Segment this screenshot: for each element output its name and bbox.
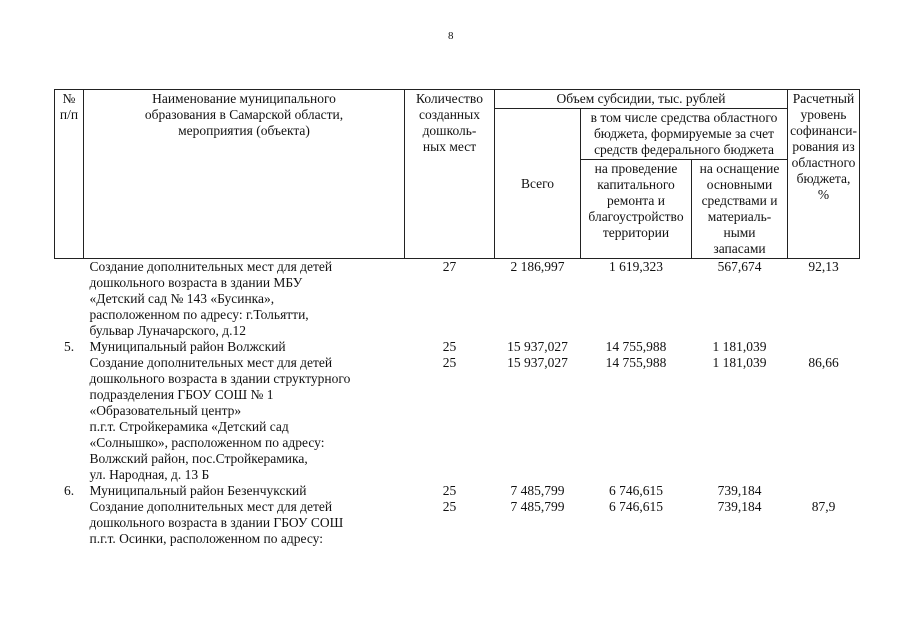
row-qty: 25 bbox=[442, 355, 457, 370]
row-repair: 6 746,615 bbox=[609, 483, 663, 498]
row-total: 15 937,027 bbox=[507, 355, 568, 370]
header-total: Всего bbox=[495, 109, 581, 259]
header-including: в том числе средства областного бюджета, формируемые за счет средств федерального бюджета bbox=[581, 109, 788, 160]
table-row bbox=[55, 499, 860, 547]
header-num: № п/п bbox=[55, 90, 84, 259]
table-row bbox=[55, 339, 860, 355]
row-qty: 25 bbox=[442, 339, 457, 354]
page-number: 8 bbox=[448, 30, 454, 42]
table-row bbox=[55, 259, 860, 340]
row-equipment: 739,184 bbox=[717, 499, 762, 514]
row-repair: 6 746,615 bbox=[609, 499, 663, 514]
row-name: Создание дополнительных мест для детей дошкольного возраста в здании структурного подразделения ГБОУ СОШ № 1 «Образовательный центр» п.г.т. Стройкерамика «Детский сад «Солнышко», расположенном по адресу: Волжский район, пос.Стройкерамика, ул. Народная, д. 13 Б bbox=[89, 355, 351, 482]
row-num bbox=[55, 499, 84, 547]
row-num: 6. bbox=[63, 483, 75, 498]
header-qty: Количество созданных дошколь- ных мест bbox=[405, 90, 495, 259]
row-pct bbox=[788, 483, 860, 499]
header-repair: на проведение капитального ремонта и благоустройство территории bbox=[581, 160, 692, 259]
row-pct bbox=[788, 339, 860, 355]
header-name: Наименование муниципального образования в Самарской области, мероприятия (объекта) bbox=[84, 90, 405, 259]
row-pct: 87,9 bbox=[811, 499, 836, 514]
row-qty: 25 bbox=[442, 499, 457, 514]
row-num: 5. bbox=[63, 339, 75, 354]
row-qty: 25 bbox=[442, 483, 457, 498]
row-qty: 27 bbox=[442, 259, 457, 274]
header-cofinance: Расчетный уровень софинанси- рования из областного бюджета, % bbox=[788, 90, 860, 259]
row-equipment: 1 181,039 bbox=[712, 339, 767, 354]
row-total: 15 937,027 bbox=[507, 339, 568, 354]
row-total: 7 485,799 bbox=[510, 483, 565, 498]
row-equipment: 739,184 bbox=[717, 483, 762, 498]
row-repair: 14 755,988 bbox=[605, 355, 667, 370]
row-name: Создание дополнительных мест для детей дошкольного возраста в здании ГБОУ СОШ п.г.т. Осинки, расположенном по адресу: bbox=[89, 499, 344, 546]
row-name: Муниципальный район Безенчукский bbox=[89, 483, 307, 498]
row-name: Создание дополнительных мест для детей дошкольного возраста в здании МБУ «Детский сад № 143 «Бусинка», расположенном по адресу: г.Тольятти, бульвар Луначарского, д.12 bbox=[89, 259, 333, 338]
row-pct: 92,13 bbox=[808, 259, 839, 274]
subsidy-table bbox=[54, 89, 860, 547]
row-num bbox=[55, 355, 84, 483]
header-equipment: на оснащение основными средствами и материаль- ными запасами bbox=[692, 160, 788, 259]
row-total: 2 186,997 bbox=[510, 259, 565, 274]
row-name: Муниципальный район Волжский bbox=[89, 339, 286, 354]
table-row bbox=[55, 483, 860, 499]
header-subsidy: Объем субсидии, тыс. рублей bbox=[495, 90, 788, 109]
row-repair: 1 619,323 bbox=[609, 259, 663, 274]
row-pct: 86,66 bbox=[808, 355, 839, 370]
row-equipment: 567,674 bbox=[717, 259, 762, 274]
header-row-1 bbox=[55, 90, 860, 109]
row-repair: 14 755,988 bbox=[605, 339, 667, 354]
row-num bbox=[55, 259, 84, 340]
row-equipment: 1 181,039 bbox=[712, 355, 767, 370]
row-total: 7 485,799 bbox=[510, 499, 565, 514]
table-row bbox=[55, 355, 860, 483]
